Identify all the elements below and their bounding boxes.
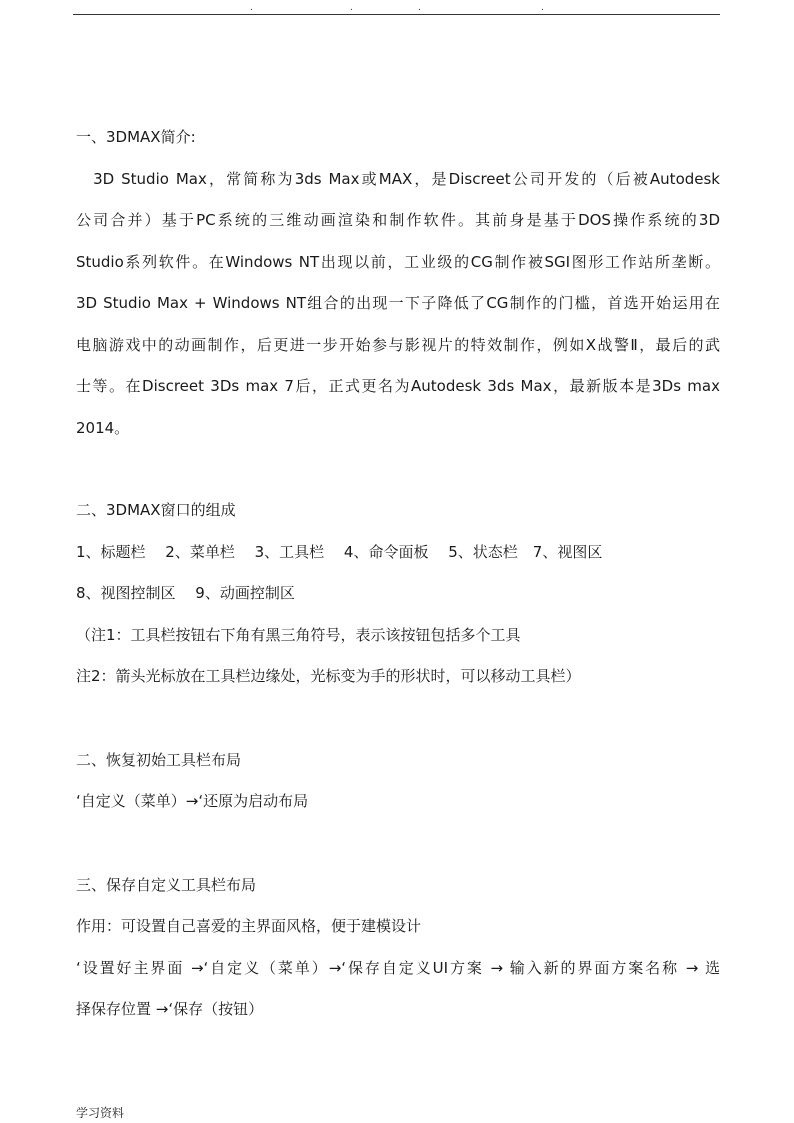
paragraph-line: 士等。在Discreet 3Ds max 7后，正式更名为Autodesk 3ds Max，最新版本是3Ds max	[76, 377, 720, 395]
save-steps-line-2: 择保存位置 →‘保存（按钮）	[76, 1000, 264, 1018]
paragraph-line: 2014。	[76, 418, 130, 437]
section-heading-window: 二、3DMAX窗口的组成	[76, 501, 236, 519]
header-dot: .	[250, 3, 253, 13]
section-heading-save: 三、保存自定义工具栏布局	[76, 875, 257, 894]
header-dot: .	[418, 3, 421, 13]
paragraph-line: 3D Studio Max，常简称为3ds Max或MAX，是Discreet公司开发的（后被Autodesk	[76, 169, 720, 188]
save-steps-line-1: ‘设置好主界面 →‘自定义（菜单）→‘保存自定义UI方案 → 输入新的界面方案名称 → 选	[76, 958, 720, 977]
document-body	[76, 124, 720, 1038]
section-heading-restore: 二、恢复初始工具栏布局	[76, 750, 242, 769]
note-2: 注2：箭头光标放在工具栏边缘处，光标变为手的形状时，可以移动工具栏）	[76, 667, 581, 685]
paragraph-line: 3D Studio Max + Windows NT组合的出现一下子降低了CG制作的门槛，首选开始运用在	[76, 294, 720, 312]
header-dot: .	[350, 3, 353, 13]
header-dot: .	[541, 3, 544, 13]
restore-steps: ‘自定义（菜单）→‘还原为启动布局	[76, 792, 309, 810]
save-purpose: 作用：可设置自己喜爱的主界面风格，便于建模设计	[76, 917, 422, 935]
header-rule	[73, 14, 720, 15]
window-parts-row-2: 8、视图控制区 9、动画控制区	[76, 584, 295, 602]
paragraph-line: 电脑游戏中的动画制作，后更进一步开始参与影视片的特效制作，例如X战警Ⅱ，最后的武	[76, 335, 720, 354]
note-1: （注1：工具栏按钮右下角有黑三角符号，表示该按钮包括多个工具	[76, 625, 521, 644]
section-heading-intro: 一、3DMAX简介:	[76, 128, 196, 146]
window-parts-row-1: 1、标题栏 2、菜单栏 3、工具栏 4、命令面板 5、状态栏 7、视图区	[76, 542, 603, 561]
footer-label: 学习资料	[76, 1106, 125, 1120]
paragraph-line: Studio系列软件。在Windows NT出现以前，工业级的CG制作被SGI图形工作站所垄断。	[76, 252, 720, 271]
paragraph-line: 公司合并）基于PC系统的三维动画渲染和制作软件。其前身是基于DOS操作系统的3D	[76, 211, 720, 229]
